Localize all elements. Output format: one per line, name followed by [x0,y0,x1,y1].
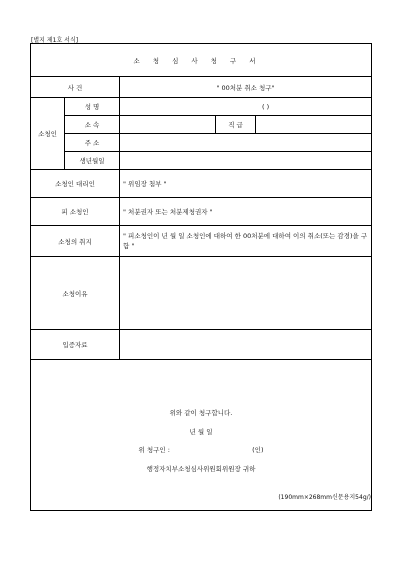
form-number-label: [별지 제1호 서식] [31,37,79,44]
respondent-value[interactable]: " 처분권자 또는 처분제청권자 " [120,198,372,226]
closing-date: 년 월 일 [189,427,213,436]
agent-label: 소청인 대리인 [31,170,120,198]
name-paren: ( ) [262,102,270,111]
closing-statement: 위와 같이 청구합니다. [169,408,233,417]
seal-mark: (인) [252,445,264,454]
paper-spec-footnote: (190mm×268mm신문용지54g/) [278,494,371,501]
evidence-label: 입증자료 [31,330,120,360]
reason-label: 소청이유 [31,257,120,330]
case-label: 사 건 [31,77,120,98]
name-label: 성 명 [65,98,120,116]
respondent-label: 피 소청인 [31,198,120,226]
evidence-field[interactable] [120,330,372,360]
address-field[interactable] [120,134,372,152]
case-value[interactable]: " 00처분 취소 청구" [120,77,372,98]
reason-field[interactable] [120,257,372,330]
address-label: 주 소 [65,134,120,152]
birthdate-label: 생년월일 [65,152,120,170]
purpose-label: 소청의 취지 [31,226,120,257]
appeal-form-table [30,43,372,511]
rank-field[interactable] [256,116,372,134]
birthdate-field[interactable] [120,152,372,170]
purpose-value[interactable]: " 피소청인이 년 월 일 소청인에 대하여 한 00처분에 대하여 이의 취소(또는 감경)을 구함 " [120,226,372,257]
appellant-label: 소청인 [31,98,65,170]
affiliation-field[interactable] [120,116,216,134]
form-title: 소청심사청구서 [31,44,372,77]
claimant-line [34,445,368,454]
rank-label: 직 급 [216,116,256,134]
claimant-label: 위 청구인 : [138,445,170,454]
name-field[interactable] [120,98,372,116]
affiliation-label: 소 속 [65,116,120,134]
closing-section [31,360,372,511]
addressee: 행정자치부소청심사위원회위원장 귀하 [146,464,256,473]
agent-value[interactable]: " 위임장 첨부 " [120,170,372,198]
